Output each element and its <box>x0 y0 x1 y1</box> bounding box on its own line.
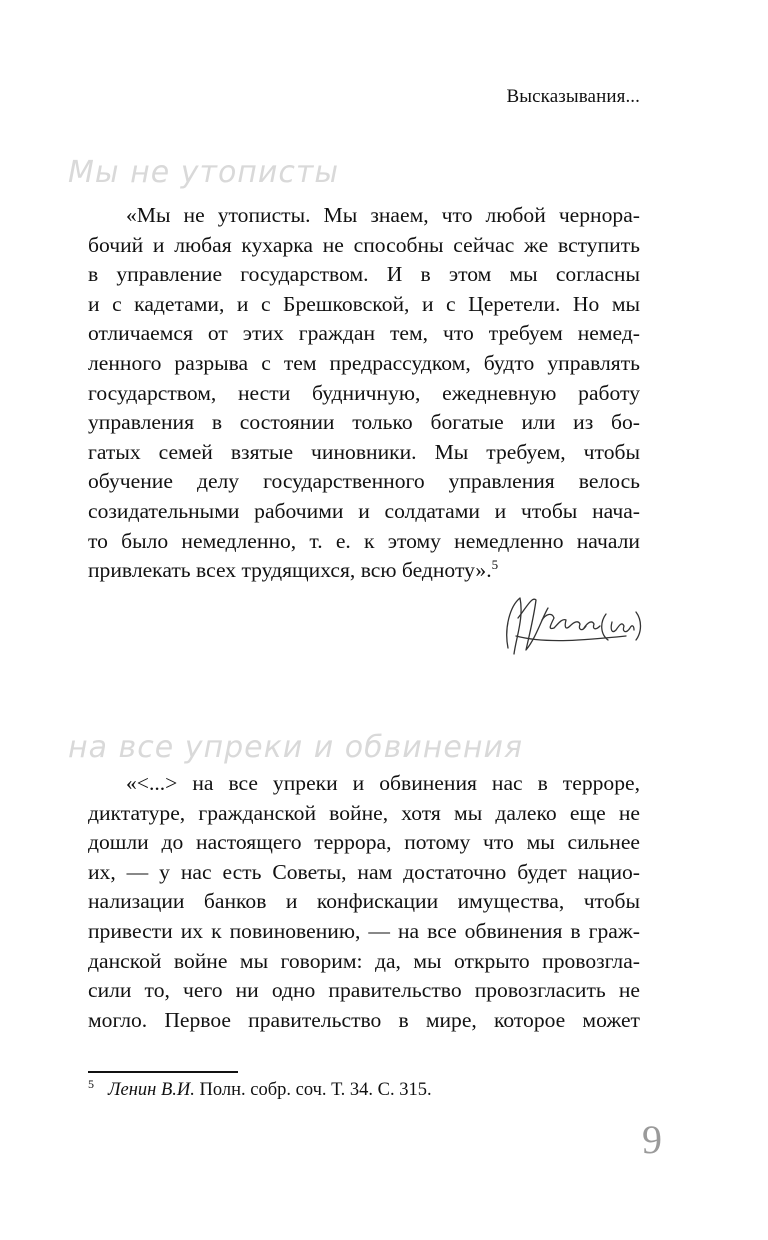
text-line: дошли до настоящего террора, потому что мы сильнее <box>88 830 640 855</box>
text-line: обучение делу государственного управления велось <box>88 469 640 494</box>
quote-paragraph-1 <box>88 201 640 586</box>
text-line-content: привлекать всех трудящихся, всю бедноту». <box>88 558 492 583</box>
text-line: гатых семей взятые чиновники. Мы требуем, чтобы <box>88 439 640 464</box>
footnote <box>88 1076 432 1101</box>
section-heading-2: на все упреки и обвинения <box>68 730 524 765</box>
text-line: государством, нести будничную, ежедневную работу <box>88 380 640 405</box>
text-line: то было немедленно, т. е. к этому немедленно начали <box>88 528 640 553</box>
text-line: отличаемся от этих граждан тем, что требуем немед- <box>88 321 640 346</box>
quote-paragraph-2 <box>88 769 640 1035</box>
text-line: нализации банков и конфискации имущества, чтобы <box>88 889 640 914</box>
text-line: сили то, чего ни одно правительство провозгласить не <box>88 978 640 1003</box>
text-line: созидательными рабочими и солдатами и чтобы нача- <box>88 498 640 523</box>
text-line: диктатуре, гражданской войне, хотя мы далеко еще не <box>88 800 640 825</box>
footnote-citation: Полн. собр. соч. Т. 34. С. 315. <box>199 1080 432 1100</box>
text-line: привести их к повиновению, — на все обвинения в граж- <box>88 918 640 943</box>
text-line: «<...> на все упреки и обвинения нас в терроре, <box>126 771 640 795</box>
text-line: могло. Первое правительство в мире, которое может <box>88 1007 640 1032</box>
text-line: управления в состоянии только богатые или из бо- <box>88 410 640 435</box>
footnote-mark: 5 <box>88 1076 94 1091</box>
signature-icon <box>496 578 646 668</box>
footnote-ref[interactable]: 5 <box>491 556 499 572</box>
text-line: ленного разрыва с тем предрассудком, будто управлять <box>88 350 640 375</box>
text-line: «Мы не утописты. Мы знаем, что любой черноpa- <box>126 203 640 227</box>
running-head: Высказывания... <box>506 86 640 107</box>
text-line: данской войне мы говорим: да, мы открыто провозгла- <box>88 948 640 973</box>
text-line: в управление государством. И в этом мы согласны <box>88 262 640 287</box>
text-line: и с кадетами, и с Брешковской, и с Церетели. Но мы <box>88 291 640 316</box>
section-heading-1: Мы не утописты <box>68 155 340 190</box>
text-line: бочий и любая кухарка не способны сейчас же вступить <box>88 232 640 257</box>
page-number: 9 <box>642 1117 662 1162</box>
footnote-author: Ленин В.И. <box>108 1080 195 1100</box>
footnote-divider <box>88 1071 238 1073</box>
text-line: их, — у нас есть Советы, нам достаточно будет нацио- <box>88 859 640 884</box>
